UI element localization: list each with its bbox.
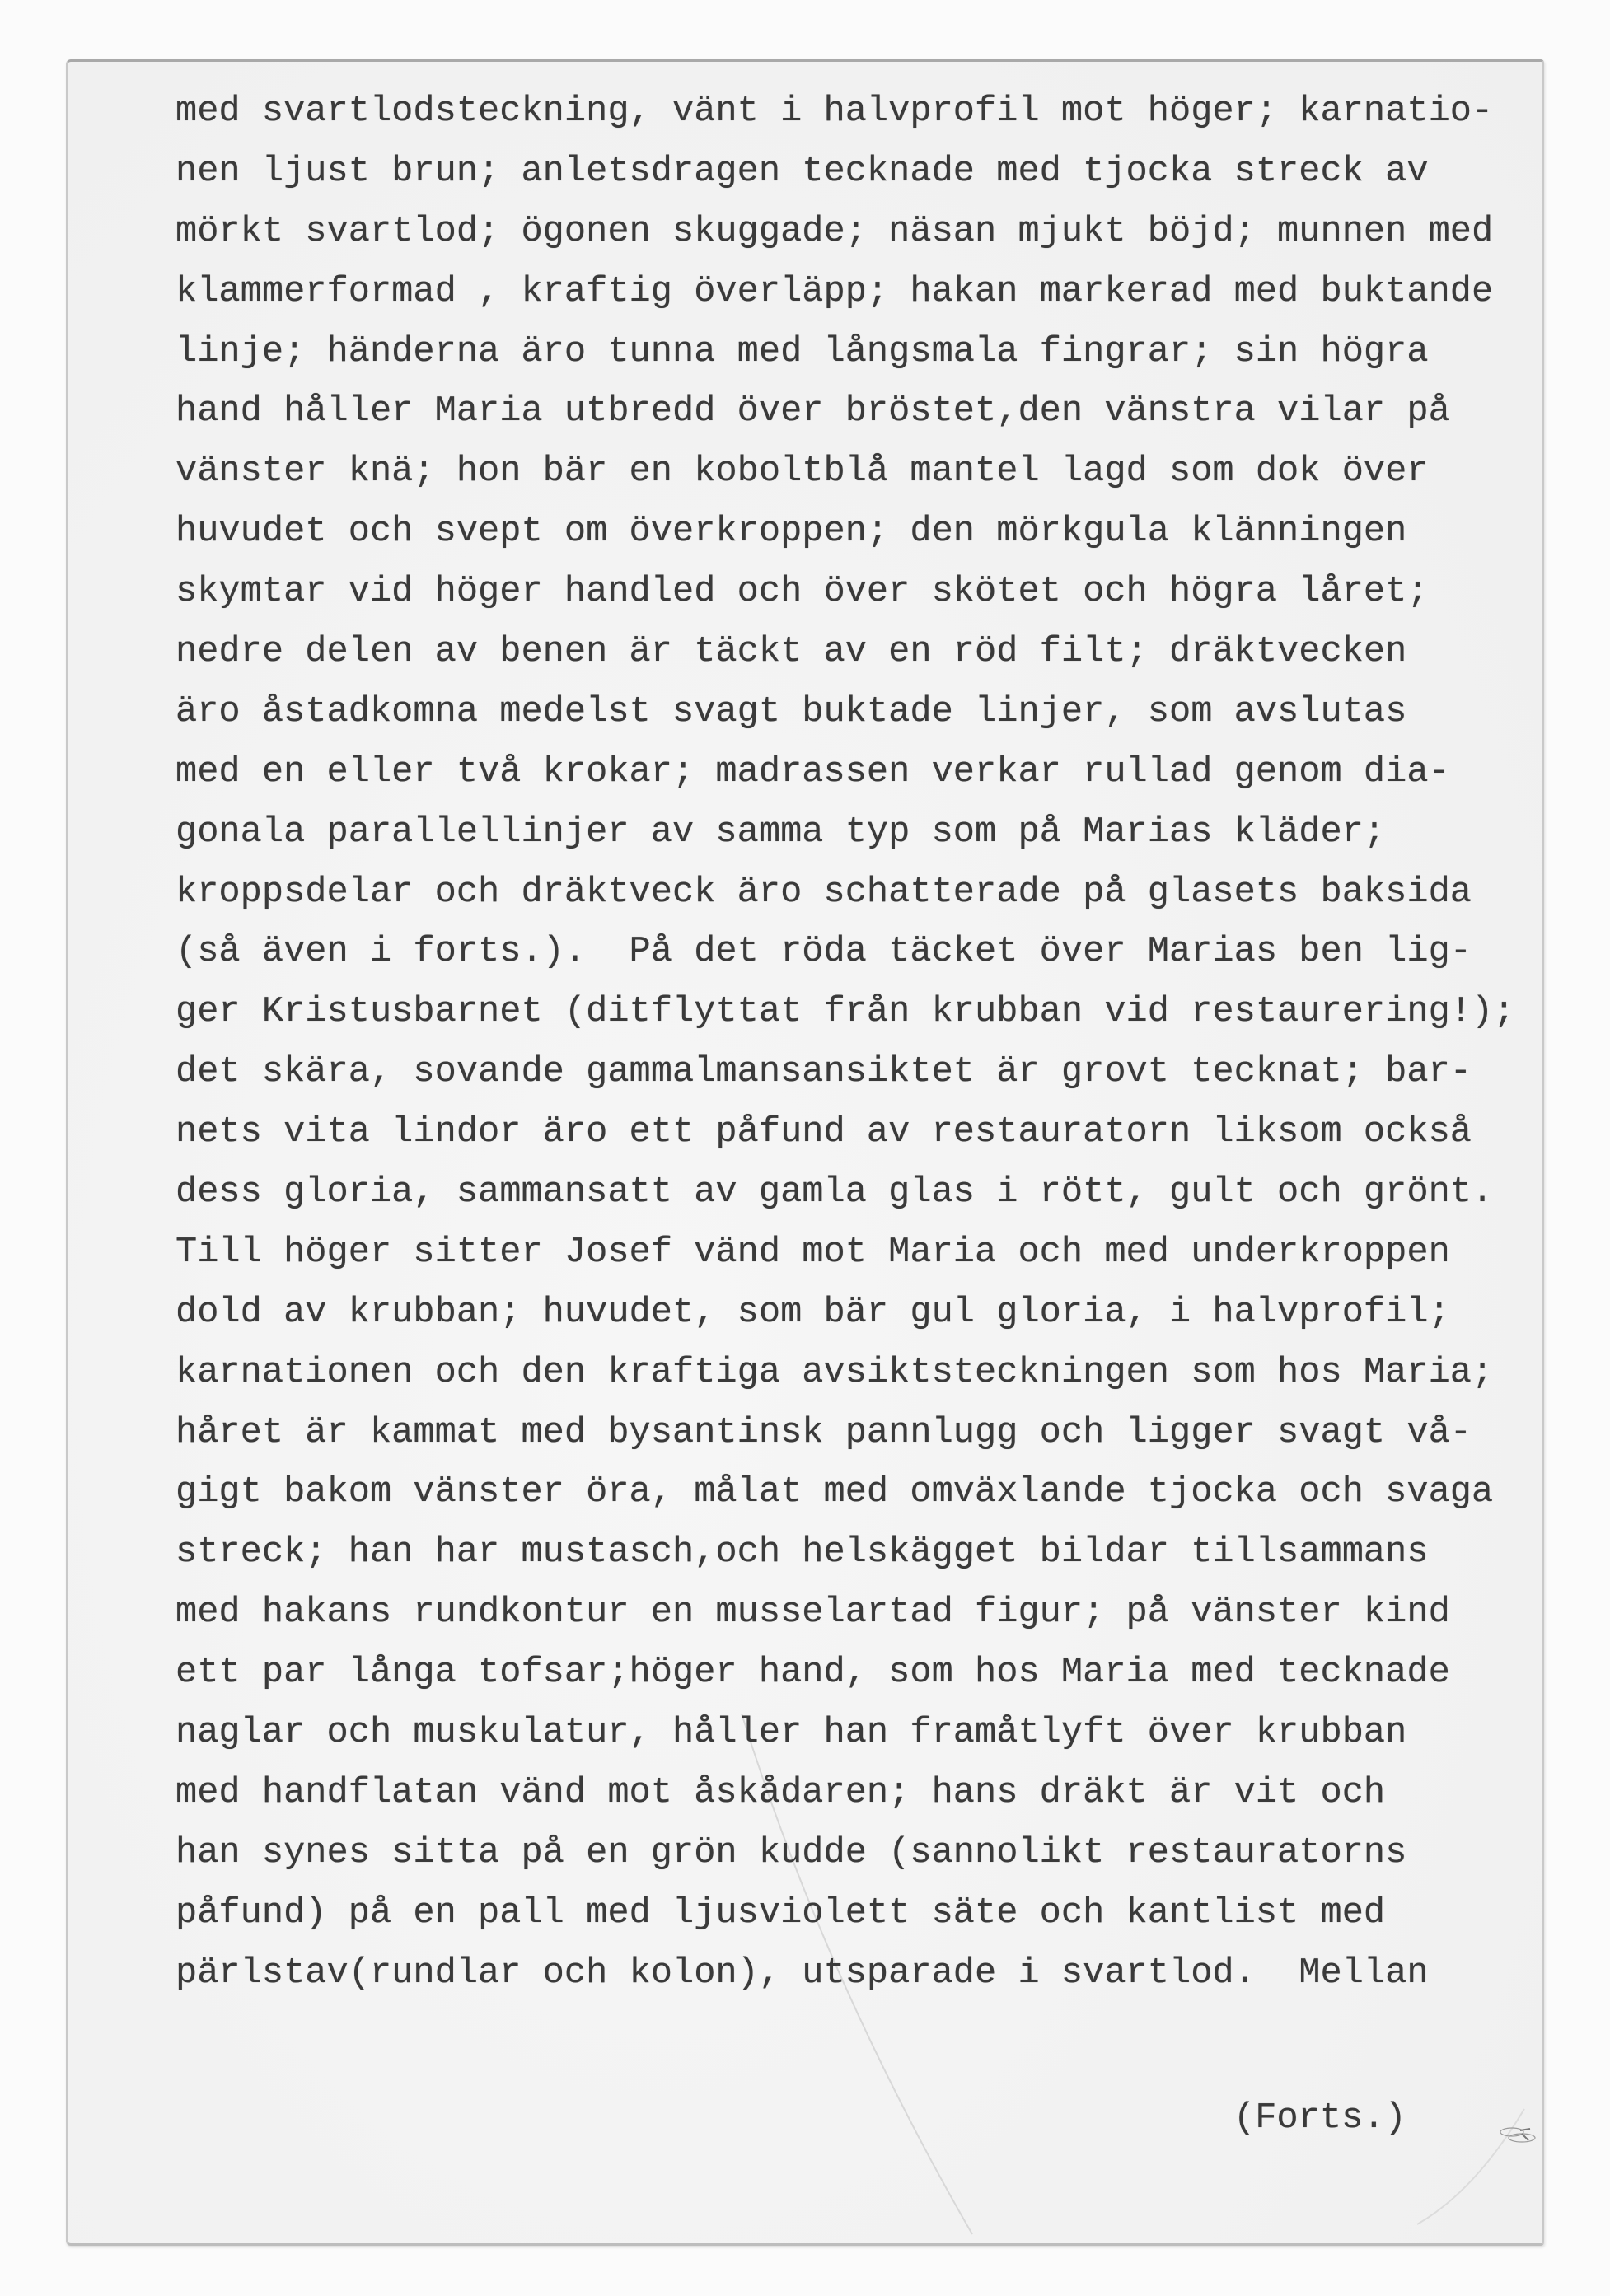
continuation-note: (Forts.) xyxy=(1233,2098,1406,2139)
body-text xyxy=(176,82,1514,2004)
text-line: med handflatan vänd mot åskådaren; hans dräkt är vit och xyxy=(176,1772,1386,1813)
text-line: ger Kristusbarnet (ditflyttat från krubban vid restaurering!); xyxy=(176,992,1515,1033)
text-line: gonala parallellinjer av samma typ som på Marias kläder; xyxy=(176,811,1386,853)
text-line: naglar och muskulatur, håller han framåtlyft över krubban xyxy=(176,1713,1407,1754)
text-line: det skära, sovande gammalmansansiktet är grovt tecknat; bar- xyxy=(176,1052,1472,1093)
text-line: håret är kammat med bysantinsk pannlugg och ligger svagt vå- xyxy=(176,1412,1472,1453)
text-line: med en eller två krokar; madrassen verkar rullad genom dia- xyxy=(176,751,1450,793)
text-line: vänster knä; hon bär en koboltblå mantel lagd som dok över xyxy=(176,451,1429,493)
text-line: pärlstav(rundlar och kolon), utsparade i svartlod. Mellan xyxy=(176,1952,1429,1994)
text-line: streck; han har mustasch,och helskägget bildar tillsammans xyxy=(176,1532,1429,1574)
text-line: med hakans rundkontur en musselartad figur; på vänster kind xyxy=(176,1592,1450,1634)
text-line: (så även i forts.). På det röda täcket över Marias ben lig- xyxy=(176,932,1472,973)
text-line: gigt bakom vänster öra, målat med omväxlande tjocka och svaga xyxy=(176,1472,1494,1513)
text-line: dess gloria, sammansatt av gamla glas i rött, gult och grönt. xyxy=(176,1172,1494,1213)
text-line: kroppsdelar och dräktveck äro schatterade på glasets baksida xyxy=(176,872,1472,913)
text-line: Till höger sitter Josef vänd mot Maria och med underkroppen xyxy=(176,1232,1450,1273)
text-line: med svartlodsteckning, vänt i halvprofil mot höger; karnatio- xyxy=(176,91,1494,132)
text-line: nets vita lindor äro ett påfund av restauratorn liksom också xyxy=(176,1112,1472,1153)
text-line: klammerformad , kraftig överläpp; hakan markerad med buktande xyxy=(176,271,1494,312)
text-line: skymtar vid höger handled och över skötet och högra låret; xyxy=(176,572,1429,613)
text-line: ett par långa tofsar;höger hand, som hos Maria med tecknade xyxy=(176,1653,1450,1694)
pencil-scribble-mark xyxy=(1497,2124,1538,2147)
text-line: nen ljust brun; anletsdragen tecknade med tjocka streck av xyxy=(176,151,1429,192)
text-line: äro åstadkomna medelst svagt buktade linjer, som avslutas xyxy=(176,691,1407,732)
text-line: huvudet och svept om överkroppen; den mörkgula klänningen xyxy=(176,512,1407,553)
text-line: hand håller Maria utbredd över bröstet,den vänstra vilar på xyxy=(176,391,1450,433)
text-line: linje; händerna äro tunna med långsmala fingrar; sin högra xyxy=(176,331,1429,372)
text-line: han synes sitta på en grön kudde (sannolikt restauratorns xyxy=(176,1832,1407,1873)
text-line: nedre delen av benen är täckt av en röd filt; dräktvecken xyxy=(176,632,1407,673)
text-line: dold av krubban; huvudet, som bär gul gloria, i halvprofil; xyxy=(176,1292,1450,1333)
text-line: karnationen och den kraftiga avsiktsteckningen som hos Maria; xyxy=(176,1352,1494,1393)
text-line: mörkt svartlod; ögonen skuggade; näsan mjukt böjd; munnen med xyxy=(176,211,1494,252)
text-line: påfund) på en pall med ljusviolett säte och kantlist med xyxy=(176,1892,1386,1934)
